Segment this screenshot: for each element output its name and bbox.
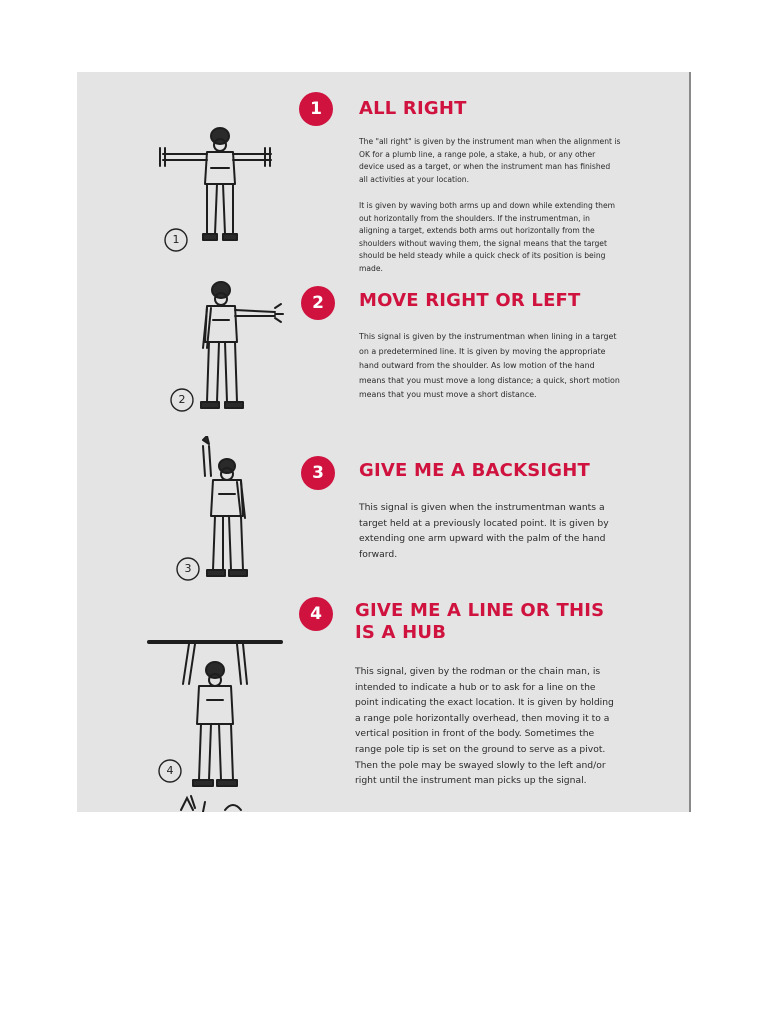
signal-description: This signal is given when the instrumentman wants a target held at a previously located point. It is given by extending one arm upward with the palm of the hand forward. [359,502,609,560]
number-badge: 1 [299,92,333,126]
signal-title: GIVE ME A BACKSIGHT [359,460,591,481]
number-badge: 3 [301,456,335,490]
signal-title: ALL RIGHT [359,98,467,119]
number-badge: 4 [299,597,333,631]
signal-sheet [77,72,691,812]
figure-label-number: 1 [172,233,180,246]
figure-move-right-or-left [189,278,289,418]
signal-title: MOVE RIGHT OR LEFT [359,290,581,311]
figure-label-number: 3 [184,562,192,575]
signal-description: This signal, given by the rodman or the chain man, is intended to indicate a hub or to ask for a line on the point indicating the exact location. It is given by holding a range pole horizontally overhead, then moving it to a vertical position in front of the body. Sometimes the range pole tip is set on the ground to serve as a pivot. Then the pole may be swayed slowly to the left and/or right until the instrument man picks up the signal. [355,666,614,787]
number-badge: 2 [301,286,335,320]
figure-give-me-a-backsight [189,436,269,581]
signal-description: This signal is given by the instrumentman when lining in a target on a predetermined line. It is given by moving the appropriate hand outward from the shoulder. As low motion of the hand means that you must move a long distance; a quick, short motion means that you must move a short distance. [359,332,620,400]
figure-label-number: 4 [166,764,174,777]
signal-title: GIVE ME A LINE OR THIS IS A HUB [355,600,605,643]
signal-description: The "all right" is given by the instrument man when the alignment is OK for a plumb line, a range pole, a stake, a hub, or any other device used as a target, or when the instrument man has finished all activities at your location. [359,137,621,184]
figure-label-number: 2 [178,393,186,406]
figure-partial [175,794,245,812]
signal-description: It is given by waving both arms up and down while extending them out horizontally from the shoulders. If the instrumentman, in aligning a target, extends both arms out horizontally from the shoulders without waving them, the signal means that the target should be held steady while a quick check of its position is being made. [359,201,616,273]
